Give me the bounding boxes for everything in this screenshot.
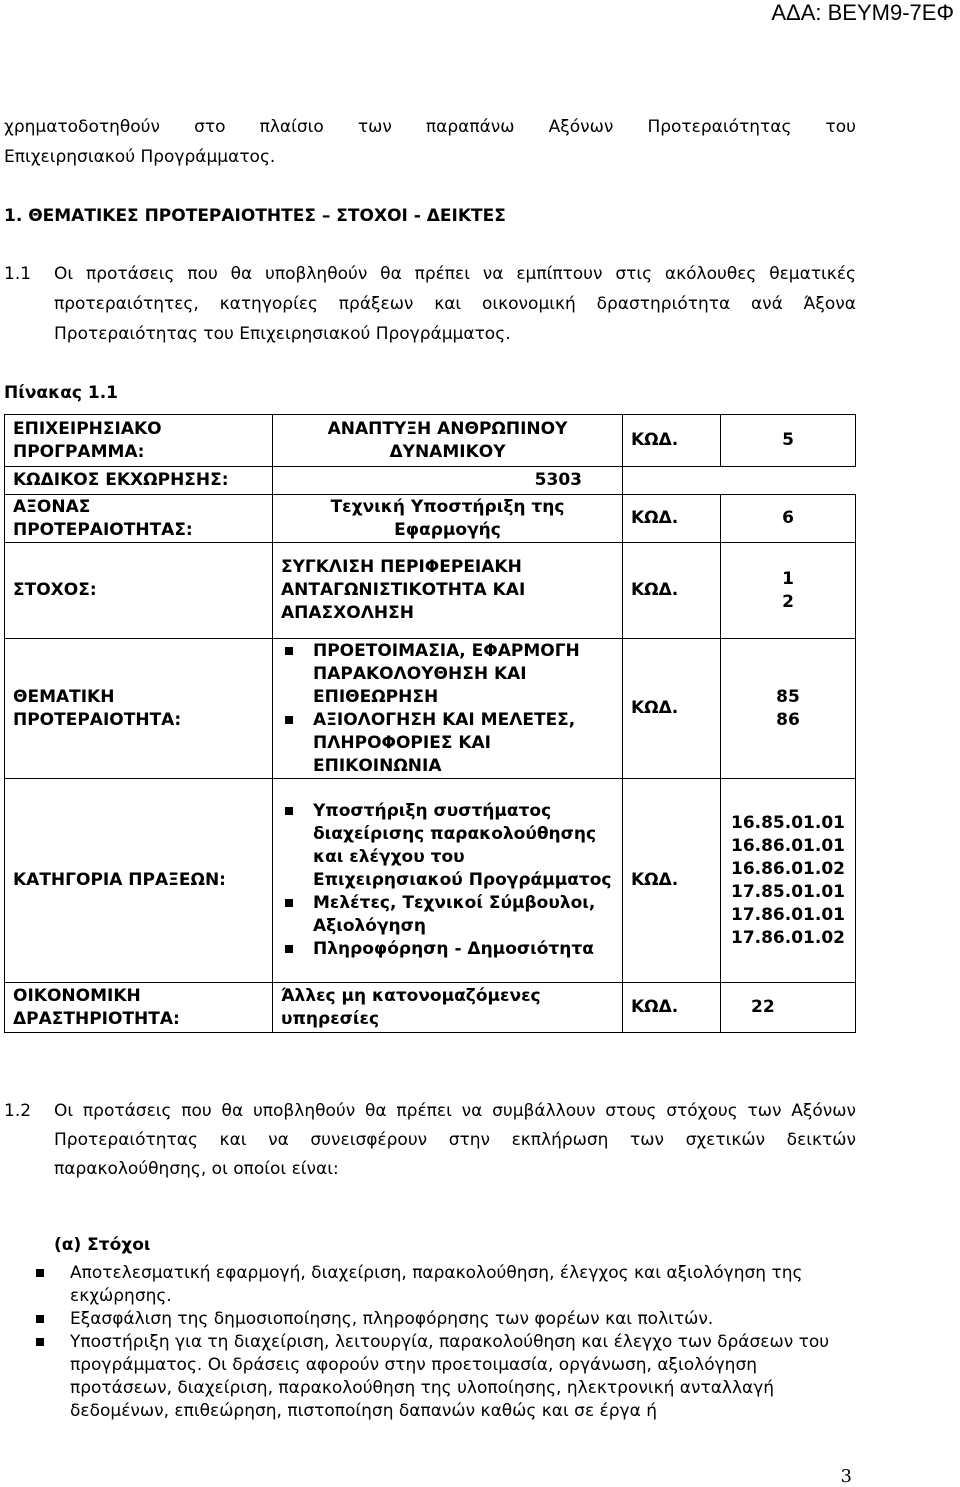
- row-code: 6: [721, 495, 856, 543]
- intro-line-1: χρηματοδοτηθούν στο πλαίσιο των παραπάνω Αξόνων Προτεραιότητας του: [4, 117, 856, 137]
- row-value: 5303: [273, 467, 623, 495]
- code-item: 85: [776, 686, 800, 707]
- paragraph-number: 1.1: [4, 264, 32, 284]
- paragraph-text: Οι προτάσεις που θα υποβληθούν θα πρέπει να συμβάλλουν στους στόχους των Αξόνων Προτεραιότητας και να συνεισφέρουν στην εκπλήρωση των σχετικών δεικτών παρακολούθησης, οι οποίοι είναι:: [54, 1101, 856, 1179]
- table-title: Πίνακας 1.1: [4, 383, 118, 403]
- table-row: [5, 543, 856, 639]
- priority-table: [4, 414, 856, 1033]
- list-item: Υποστήριξη για τη διαχείριση, λειτουργία, παρακολούθηση και έλεγχο των δράσεων του προγράμματος. Οι δράσεις αφορούν στην προετοιμασία, οργάνωση, αξιολόγηση προτάσεων, διαχείριση, παρακολούθηση της υλοποίησης, ηλεκτρονική ανταλλαγή δεδομένων, επιθεώρηση, πιστοποίηση δαπανών καθώς και σε έργα ή: [36, 1331, 856, 1423]
- goals-label: Στόχοι: [87, 1235, 151, 1255]
- goals-marker: (α): [54, 1235, 82, 1255]
- paragraph-line-3: Προτεραιότητας του Επιχειρησιακού Προγράμματος.: [54, 324, 511, 344]
- row-value: ΑΝΑΠΤΥΞΗ ΑΝΘΡΩΠΙΝΟΥ ΔΥΝΑΜΙΚΟΥ: [273, 415, 623, 467]
- kod-label: ΚΩΔ.: [623, 983, 721, 1033]
- paragraph-line-2: προτεραιότητες, κατηγορίες πράξεων και οικονομική δραστηριότητα ανά Άξονα: [54, 294, 856, 314]
- row-codes: [721, 639, 856, 779]
- row-value: ΣΥΓΚΛΙΣΗ ΠΕΡΙΦΕΡΕΙΑΚΗ ΑΝΤΑΓΩΝΙΣΤΙΚΟΤΗΤΑ ΚΑΙ ΑΠΑΣΧΟΛΗΣΗ: [273, 543, 623, 639]
- row-code: 5: [721, 415, 856, 467]
- row-label: ΣΤΟΧΟΣ:: [5, 543, 273, 639]
- blank-cell: [721, 467, 856, 495]
- code-item: 17.85.01.01: [730, 881, 845, 902]
- kod-label: ΚΩΔ.: [623, 779, 721, 983]
- row-label: ΑΞΟΝΑΣ ΠΡΟΤΕΡΑΙΟΤΗΤΑΣ:: [5, 495, 273, 543]
- row-items: [273, 779, 623, 983]
- code-item: 16.86.01.01: [730, 835, 845, 856]
- code-item: 86: [776, 709, 800, 730]
- row-label: ΕΠΙΧΕΙΡΗΣΙΑΚΟ ΠΡΟΓΡΑΜΜΑ:: [5, 415, 273, 467]
- table-row: [5, 983, 856, 1033]
- table-row: [5, 779, 856, 983]
- code-item: 17.86.01.01: [730, 904, 845, 925]
- row-label: ΟΙΚΟΝΟΜΙΚΗ ΔΡΑΣΤΗΡΙΟΤΗΤΑ:: [5, 983, 273, 1033]
- list-item: Πληροφόρηση - Δημοσιότητα: [281, 938, 614, 961]
- list-item: Αποτελεσματική εφαρμογή, διαχείριση, παρακολούθηση, έλεγχος και αξιολόγηση της εκχώρησης.: [36, 1262, 856, 1308]
- goals-list: [36, 1262, 856, 1423]
- list-item: Εξασφάλιση της δημοσιοποίησης, πληροφόρησης των φορέων και πολιτών.: [36, 1308, 856, 1331]
- row-label: ΘΕΜΑΤΙΚΗ ΠΡΟΤΕΡΑΙΟΤΗΤΑ:: [5, 639, 273, 779]
- kod-label: ΚΩΔ.: [623, 415, 721, 467]
- row-code: 22: [721, 983, 856, 1033]
- code-item: 1: [782, 568, 794, 589]
- goals-title: [54, 1235, 151, 1255]
- page-number: 3: [840, 1466, 852, 1487]
- kod-label: ΚΩΔ.: [623, 495, 721, 543]
- row-label: ΚΩΔΙΚΟΣ ΕΚΧΩΡΗΣΗΣ:: [5, 467, 273, 495]
- table-row: [5, 495, 856, 543]
- ada-code: ΑΔΑ: ΒΕΥΜ9-7ΕΦ: [771, 0, 954, 25]
- row-value: Άλλες μη κατονομαζόμενες υπηρεσίες: [273, 983, 623, 1033]
- list-item: Υποστήριξη συστήματος διαχείρισης παρακολούθησης και ελέγχου του Επιχειρησιακού Προγράμματος: [281, 800, 614, 892]
- code-item: 16.85.01.01: [730, 812, 845, 833]
- paragraph-number: 1.2: [4, 1101, 32, 1121]
- section-heading: 1. ΘΕΜΑΤΙΚΕΣ ΠΡΟΤΕΡΑΙΟΤΗΤΕΣ – ΣΤΟΧΟΙ - ΔΕΙΚΤΕΣ: [4, 206, 506, 226]
- list-item: ΠΡΟΕΤΟΙΜΑΣΙΑ, ΕΦΑΡΜΟΓΗ ΠΑΡΑΚΟΛΟΥΘΗΣΗ ΚΑΙ ΕΠΙΘΕΩΡΗΣΗ: [281, 640, 614, 709]
- code-item: 2: [782, 591, 794, 612]
- code-item: 17.86.01.02: [730, 927, 845, 948]
- table-row: [5, 467, 856, 495]
- kod-label: ΚΩΔ.: [623, 543, 721, 639]
- paragraph-line-1: Οι προτάσεις που θα υποβληθούν θα πρέπει να εμπίπτουν στις ακόλουθες θεματικές: [54, 264, 856, 284]
- row-label: ΚΑΤΗΓΟΡΙΑ ΠΡΑΞΕΩΝ:: [5, 779, 273, 983]
- row-codes: [721, 779, 856, 983]
- kod-label: ΚΩΔ.: [623, 639, 721, 779]
- row-codes: [721, 543, 856, 639]
- list-item: Μελέτες, Τεχνικοί Σύμβουλοι, Αξιολόγηση: [281, 892, 614, 938]
- row-value: Τεχνική Υποστήριξη της Εφαρμογής: [273, 495, 623, 543]
- table-row: [5, 415, 856, 467]
- list-item: ΑΞΙΟΛΟΓΗΣΗ ΚΑΙ ΜΕΛΕΤΕΣ, ΠΛΗΡΟΦΟΡΙΕΣ ΚΑΙ ΕΠΙΚΟΙΝΩΝΙΑ: [281, 709, 614, 778]
- paragraph-1-1: [4, 259, 856, 349]
- row-items: [273, 639, 623, 779]
- intro-line-2: Επιχειρησιακού Προγράμματος.: [4, 147, 276, 167]
- intro-paragraph: [4, 112, 856, 172]
- blank-cell: [623, 467, 721, 495]
- code-item: 16.86.01.02: [730, 858, 845, 879]
- paragraph-1-2: [4, 1097, 856, 1184]
- table-row: [5, 639, 856, 779]
